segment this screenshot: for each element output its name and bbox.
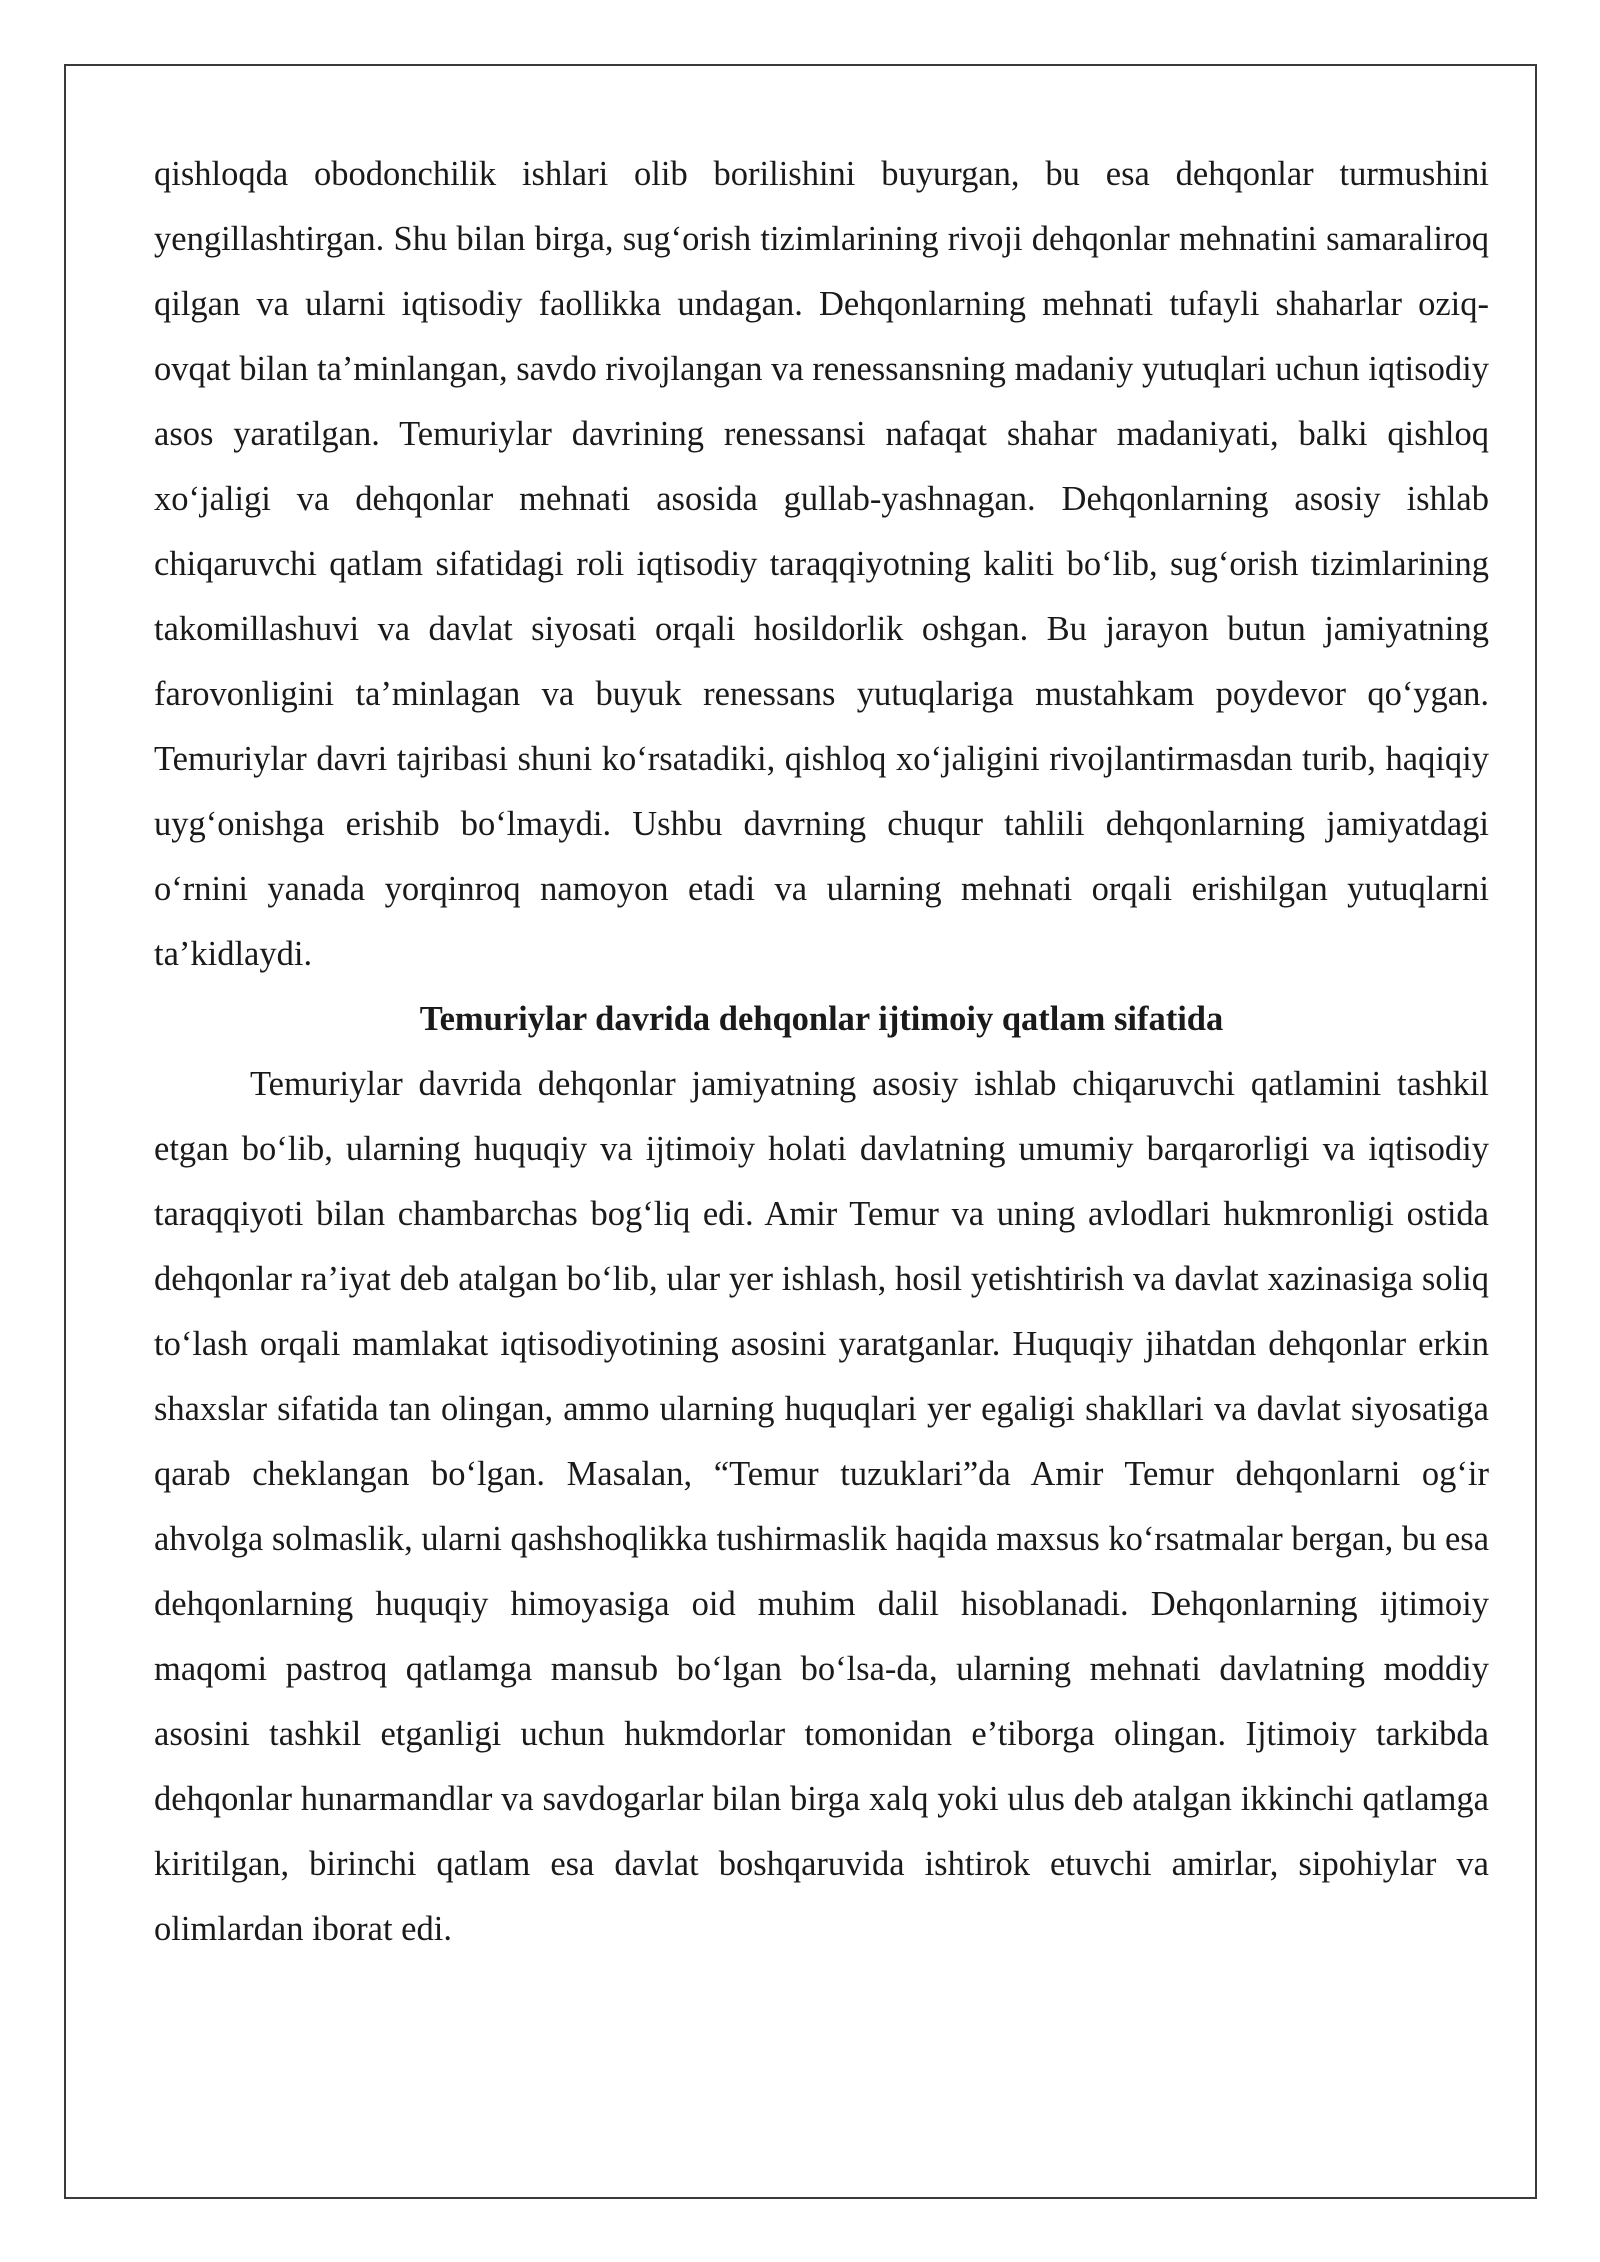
body-paragraph-continued: qishloqda obodonchilik ishlari olib borilishini buyurgan, bu esa dehqonlar turmushini yengillashtirgan. Shu bilan birga, sug‘orish tizimlarining rivoji dehqonlar mehnatini samaraliroq qilgan va ularni iqtisodiy faollikka undagan. Dehqonlarning mehnati tufayli shaharlar oziq-ovqat bilan ta’minlangan, savdo rivojlangan va renessansning madaniy yutuqlari uchun iqtisodiy asos yaratilgan. Temuriylar davrining renessansi nafaqat shahar madaniyati, balki qishloq xo‘jaligi va dehqonlar mehnati asosida gullab-yashnagan. Dehqonlarning asosiy ishlab chiqaruvchi qatlam sifatidagi roli iqtisodiy taraqqiyotning kaliti bo‘lib, sug‘orish tizimlarining takomillashuvi va davlat siyosati orqali hosildorlik oshgan. Bu jarayon butun jamiyatning farovonligini ta’minlagan va buyuk renessans yutuqlariga mustahkam poydevor qo‘ygan. Temuriylar davri tajribasi shuni ko‘rsatadiki, qishloq xo‘jaligini rivojlantirmasdan turib, haqiqiy uyg‘onishga erishib bo‘lmaydi. Ushbu davrning chuqur tahlili dehqonlarning jamiyatdagi o‘rnini yanada yorqinroq namoyon etadi va ularning mehnati orqali erishilgan yutuqlarni ta’kidlaydi. — [154, 155, 1489, 973]
body-paragraph-main: Temuriylar davrida dehqonlar jamiyatning asosiy ishlab chiqaruvchi qatlamini tashkil etgan bo‘lib, ularning huquqiy va ijtimoiy holati davlatning umumiy barqarorligi va iqtisodiy taraqqiyoti bilan chambarchas bog‘liq edi. Amir Temur va uning avlodlari hukmronligi ostida dehqonlar ra’iyat deb atalgan bo‘lib, ular yer ishlash, hosil yetishtirish va davlat xazinasiga soliq to‘lash orqali mamlakat iqtisodiyotining asosini yaratganlar. Huquqiy jihatdan dehqonlar erkin shaxslar sifatida tan olingan, ammo ularning huquqlari yer egaligi shakllari va davlat siyosatiga qarab cheklangan bo‘lgan. Masalan, “Temur tuzuklari”da Amir Temur dehqonlarni og‘ir ahvolga solmaslik, ularni qashshoqlikka tushirmaslik haqida maxsus ko‘rsatmalar bergan, bu esa dehqonlarning huquqiy himoyasiga oid muhim dalil hisoblanadi. Dehqonlarning ijtimoiy maqomi pastroq qatlamga mansub bo‘lgan bo‘lsa-da, ularning mehnati davlatning moddiy asosini tashkil etganligi uchun hukmdorlar tomonidan e’tiborga olingan. Ijtimoiy tarkibda dehqonlar hunarmandlar va savdogarlar bilan birga xalq yoki ulus deb atalgan ikkinchi qatlamga kiritilgan, birinchi qatlam esa davlat boshqaruvida ishtirok etuvchi amirlar, sipohiylar va olimlardan iborat edi. — [154, 1065, 1490, 1948]
section-heading: Temuriylar davrida dehqonlar ijtimoiy qatlam sifatida — [419, 1000, 1224, 1038]
document-body — [154, 142, 1489, 1962]
